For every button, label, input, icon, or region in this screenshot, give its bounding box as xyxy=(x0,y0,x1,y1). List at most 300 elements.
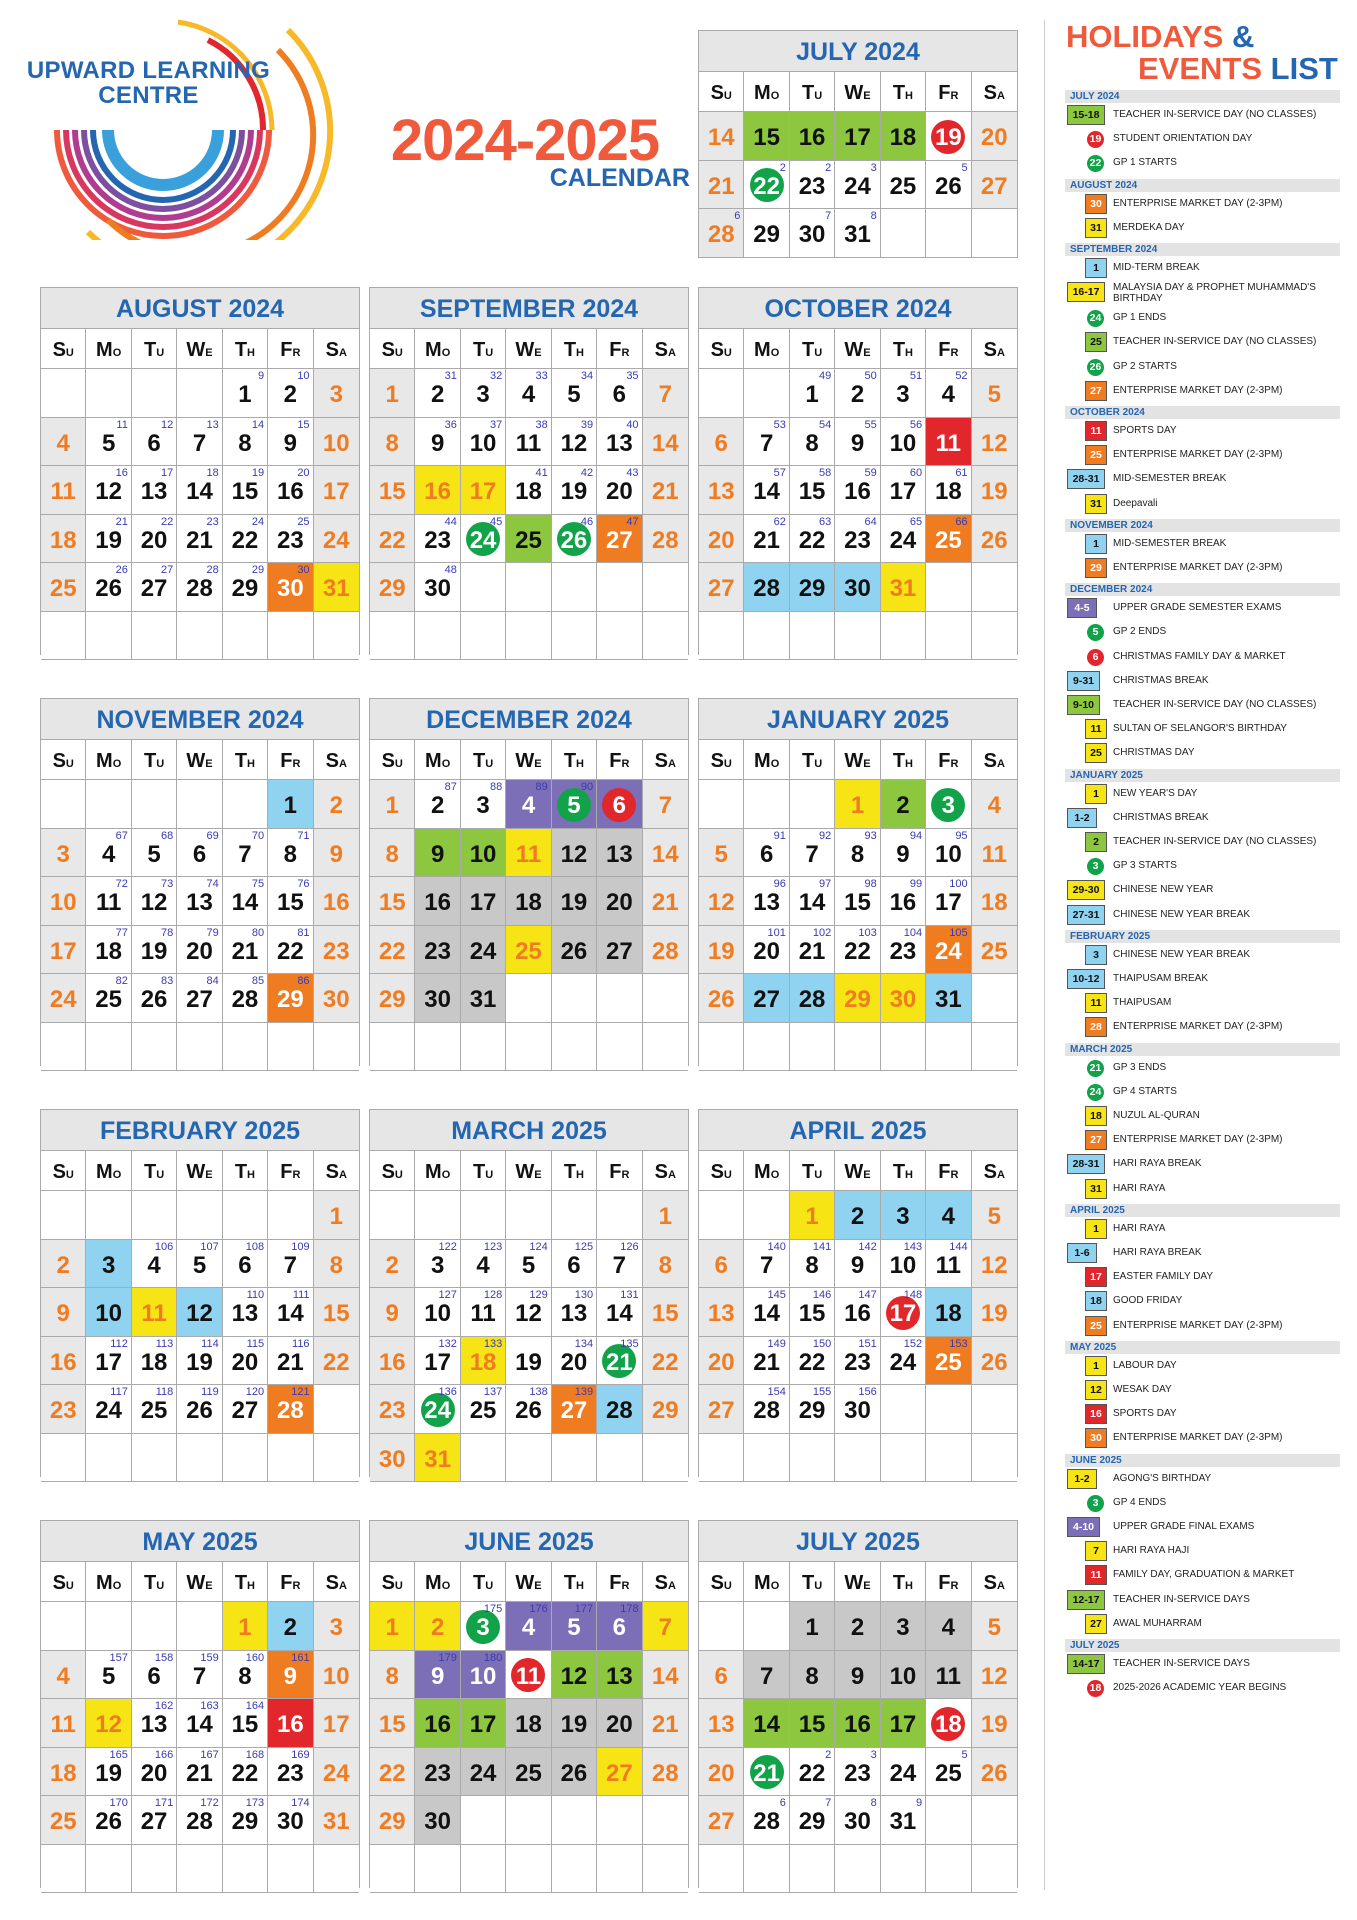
legend-item xyxy=(1065,1129,1350,1151)
empty-cell xyxy=(926,1385,971,1434)
day-cell xyxy=(132,515,177,564)
day-cell xyxy=(926,1191,971,1240)
weekday-header xyxy=(41,329,86,369)
day-number: 23 xyxy=(277,526,304,554)
day-cell xyxy=(86,1796,131,1845)
day-number: 10 xyxy=(889,429,917,457)
legend-text: EASTER FAMILY DAY xyxy=(1113,1271,1214,1283)
weekday-header xyxy=(699,329,744,369)
day-number: 17 xyxy=(322,1711,350,1738)
legend-badge: 27 xyxy=(1085,1614,1107,1634)
day-cell xyxy=(835,974,880,1023)
day-number: 2 xyxy=(850,1203,865,1230)
legend-text: GP 1 STARTS xyxy=(1113,157,1177,169)
day-number: 30 xyxy=(889,986,917,1013)
legend-item xyxy=(1065,1355,1350,1377)
day-number: 23 xyxy=(277,1759,304,1787)
day-cell xyxy=(86,563,131,612)
day-cell xyxy=(461,369,506,418)
day-number: 22 xyxy=(378,937,406,965)
weekday-letter: T xyxy=(892,1161,906,1183)
legend-badge: 30 xyxy=(1085,194,1107,214)
weekday-letter-small: O xyxy=(112,758,122,770)
legend-section-title: JANUARY 2025 xyxy=(1065,769,1340,782)
weekday-letter: S xyxy=(654,1161,668,1183)
empty-cell xyxy=(926,1434,971,1483)
day-number: 28 xyxy=(707,221,735,248)
day-number: 1 xyxy=(329,1203,343,1230)
school-day-count: 153 xyxy=(949,1337,968,1350)
day-number: 18 xyxy=(140,1348,168,1376)
empty-cell xyxy=(744,1845,789,1894)
day-cell xyxy=(790,877,835,926)
legend-badge: 27 xyxy=(1085,1130,1107,1150)
weekday-letter: F xyxy=(609,339,622,361)
weekday-letter: S xyxy=(381,1572,395,1594)
day-cell xyxy=(415,1748,460,1797)
weekday-letter-small: U xyxy=(723,347,732,359)
weekday-header xyxy=(268,329,313,369)
weekday-letter: M xyxy=(425,1161,442,1183)
day-cell xyxy=(268,780,313,829)
weekday-header xyxy=(461,329,506,369)
legend-badge: 1 xyxy=(1085,784,1107,804)
school-day-count: 149 xyxy=(767,1337,786,1350)
weekday-header xyxy=(699,740,744,780)
day-cell xyxy=(790,1191,835,1240)
school-day-count: 56 xyxy=(909,418,923,431)
day-number: 21 xyxy=(651,478,679,505)
day-cell xyxy=(177,974,222,1023)
empty-cell xyxy=(177,1845,222,1894)
day-cell xyxy=(790,1602,835,1651)
legend-badge: 11 xyxy=(1085,421,1107,441)
empty-cell xyxy=(643,1434,688,1483)
school-day-count: 76 xyxy=(297,878,310,890)
school-day-count: 172 xyxy=(200,1797,219,1809)
day-number: 28 xyxy=(753,1397,780,1424)
school-day-count: 53 xyxy=(773,418,786,431)
school-day-count: 175 xyxy=(483,1603,503,1615)
day-number: 21 xyxy=(753,526,780,554)
school-day-count: 167 xyxy=(200,1748,219,1761)
empty-cell xyxy=(699,1602,744,1651)
day-number: 25 xyxy=(935,1348,962,1376)
school-day-count: 140 xyxy=(767,1240,786,1253)
empty-cell xyxy=(881,612,926,661)
day-number: 19 xyxy=(560,478,588,505)
weekday-header xyxy=(177,740,222,780)
day-number: 14 xyxy=(753,478,780,505)
school-day-count: 179 xyxy=(438,1651,457,1664)
day-cell xyxy=(370,466,415,515)
weekday-letter: M xyxy=(96,750,113,772)
weekday-header xyxy=(790,72,835,112)
weekday-letter: M xyxy=(96,339,113,361)
weekday-header xyxy=(744,72,789,112)
school-day-count: 8 xyxy=(870,1797,877,1809)
school-day-count: 93 xyxy=(864,829,877,842)
day-cell xyxy=(314,1337,359,1386)
legend-section-title: OCTOBER 2024 xyxy=(1065,406,1340,419)
legend-badge: 30 xyxy=(1085,1428,1107,1448)
day-cell xyxy=(41,1337,86,1386)
day-cell xyxy=(177,418,222,467)
day-number: 8 xyxy=(385,429,399,457)
school-day-count: 62 xyxy=(773,515,786,528)
legend-text: ENTERPRISE MARKET DAY (2-3PM) xyxy=(1113,1021,1283,1033)
day-number: 18 xyxy=(49,1759,77,1787)
weekday-header xyxy=(314,1562,359,1602)
day-cell xyxy=(835,112,880,161)
day-number: 12 xyxy=(560,1662,588,1690)
legend-item xyxy=(1065,718,1350,740)
day-cell xyxy=(643,829,688,878)
day-number: 5 xyxy=(101,1662,116,1690)
weekday-header xyxy=(699,1151,744,1191)
day-number: 14 xyxy=(231,889,259,916)
legend-section-title: APRIL 2025 xyxy=(1065,1204,1340,1217)
day-number: 25 xyxy=(889,172,917,200)
weekday-letter: T xyxy=(801,82,815,104)
day-number: 25 xyxy=(515,937,542,965)
day-number: 15 xyxy=(844,889,871,916)
empty-cell xyxy=(699,612,744,661)
weekday-letter: F xyxy=(938,750,951,772)
weekday-letter-small: A xyxy=(338,1580,347,1592)
weekday-letter: S xyxy=(710,1161,724,1183)
day-cell xyxy=(223,1796,268,1845)
day-cell xyxy=(223,466,268,515)
day-cell xyxy=(461,1748,506,1797)
day-number: 24 xyxy=(844,172,871,200)
empty-cell xyxy=(790,1845,835,1894)
day-cell xyxy=(415,515,460,564)
day-cell xyxy=(177,1748,222,1797)
day-cell xyxy=(132,563,177,612)
day-number: 1 xyxy=(238,1614,252,1641)
day-number: 5 xyxy=(192,1251,207,1279)
day-cell xyxy=(744,1288,789,1337)
day-number: 14 xyxy=(651,840,679,868)
brand-logo xyxy=(8,10,338,240)
day-number: 9 xyxy=(283,1662,298,1690)
day-number: 13 xyxy=(186,889,213,916)
day-cell xyxy=(177,1699,222,1748)
day-number: 11 xyxy=(515,1662,542,1690)
day-number: 30 xyxy=(378,1445,406,1473)
day-number: 6 xyxy=(714,1251,728,1279)
empty-cell xyxy=(506,974,551,1023)
day-number: 18 xyxy=(515,889,542,916)
legend-item xyxy=(1065,1613,1350,1635)
day-number: 15 xyxy=(753,124,780,151)
weekday-header xyxy=(132,1151,177,1191)
weekday-header xyxy=(415,1151,460,1191)
school-day-count: 88 xyxy=(490,781,503,793)
day-cell xyxy=(926,1337,971,1386)
day-number: 4 xyxy=(941,1203,956,1230)
day-number: 14 xyxy=(753,1711,780,1738)
weekday-header xyxy=(370,1562,415,1602)
school-day-count: 110 xyxy=(246,1289,265,1301)
empty-cell xyxy=(881,1023,926,1072)
school-day-count: 103 xyxy=(858,926,877,939)
weekday-letter: T xyxy=(472,750,486,772)
weekday-letter-small: E xyxy=(863,1580,871,1592)
day-cell xyxy=(132,1796,177,1845)
legend-badge: 2 xyxy=(1085,832,1107,852)
legend-badge: 9-31 xyxy=(1067,671,1100,691)
weekday-letter-small: R xyxy=(621,1169,630,1181)
school-day-count: 116 xyxy=(292,1337,310,1350)
school-day-count: 142 xyxy=(858,1240,877,1253)
day-cell xyxy=(790,926,835,975)
weekday-header xyxy=(926,329,971,369)
day-number: 1 xyxy=(850,792,865,819)
weekday-letter-small: R xyxy=(292,1580,301,1592)
empty-cell xyxy=(552,1023,597,1072)
day-number: 22 xyxy=(322,1348,350,1376)
day-number: 6 xyxy=(714,429,728,457)
empty-cell xyxy=(643,974,688,1023)
day-number: 20 xyxy=(606,889,633,916)
school-day-count: 174 xyxy=(291,1797,310,1809)
legend-section-title: AUGUST 2024 xyxy=(1065,179,1340,192)
day-number: 5 xyxy=(101,429,116,457)
weekday-letter: S xyxy=(52,339,66,361)
day-number: 26 xyxy=(186,1397,213,1424)
day-cell xyxy=(415,974,460,1023)
school-day-count: 107 xyxy=(200,1240,219,1253)
day-cell xyxy=(744,466,789,515)
day-number: 16 xyxy=(424,889,451,916)
day-number: 28 xyxy=(186,1808,213,1835)
day-number: 2 xyxy=(329,792,343,819)
day-number: 15 xyxy=(798,478,826,505)
day-cell xyxy=(744,974,789,1023)
day-cell xyxy=(790,974,835,1023)
day-cell xyxy=(132,1337,177,1386)
empty-cell xyxy=(926,1845,971,1894)
day-cell xyxy=(926,161,971,210)
day-number: 13 xyxy=(707,1300,735,1327)
weekday-letter-small: H xyxy=(576,347,584,359)
legend-item xyxy=(1065,1242,1350,1264)
school-day-count: 32 xyxy=(490,370,503,382)
day-cell xyxy=(268,877,313,926)
legend-badge: 11 xyxy=(1085,1565,1107,1585)
day-number: 21 xyxy=(651,1711,679,1738)
day-number: 22 xyxy=(798,1348,826,1376)
legend-text: ENTERPRISE MARKET DAY (2-3PM) xyxy=(1113,562,1283,573)
day-number: 22 xyxy=(798,526,826,554)
day-number: 3 xyxy=(941,792,956,819)
weekday-letter-small: O xyxy=(441,347,451,359)
day-cell xyxy=(132,974,177,1023)
school-day-count: 163 xyxy=(200,1700,219,1712)
day-number: 12 xyxy=(515,1300,542,1327)
day-cell xyxy=(132,1240,177,1289)
legend-badge: 25 xyxy=(1085,1316,1107,1336)
day-number: 9 xyxy=(385,1300,399,1327)
day-number: 5 xyxy=(567,792,581,819)
day-number: 28 xyxy=(231,986,259,1013)
weekday-letter-small: A xyxy=(667,1169,676,1181)
legend-section-title: NOVEMBER 2024 xyxy=(1065,519,1340,532)
day-cell xyxy=(744,161,789,210)
day-cell xyxy=(643,1385,688,1434)
day-number: 5 xyxy=(714,840,728,868)
school-day-count: 41 xyxy=(535,467,548,479)
school-day-count: 180 xyxy=(483,1651,503,1664)
empty-cell xyxy=(597,974,642,1023)
day-cell xyxy=(41,1240,86,1289)
day-cell xyxy=(415,563,460,612)
school-day-count: 178 xyxy=(620,1603,639,1615)
day-cell xyxy=(370,1434,415,1483)
month-calendar xyxy=(40,698,360,1066)
day-number: 28 xyxy=(651,937,679,965)
weekday-letter-small: H xyxy=(905,1580,913,1592)
school-day-count: 133 xyxy=(483,1337,503,1350)
legend-text: HARI RAYA HAJI xyxy=(1113,1545,1190,1557)
day-cell xyxy=(744,112,789,161)
weekday-letter-small: U xyxy=(485,1580,494,1592)
legend-text: WESAK DAY xyxy=(1113,1384,1172,1395)
weekday-header xyxy=(597,329,642,369)
day-cell xyxy=(268,515,313,564)
day-number: 4 xyxy=(521,381,536,408)
day-cell xyxy=(790,1385,835,1434)
day-cell xyxy=(268,974,313,1023)
day-number: 24 xyxy=(424,1397,451,1424)
legend-text: TEACHER IN-SERVICE DAYS xyxy=(1113,1658,1250,1669)
day-cell xyxy=(415,1602,460,1651)
day-cell xyxy=(699,926,744,975)
month-title: JULY 2024 xyxy=(699,31,1017,72)
empty-cell xyxy=(790,1434,835,1483)
day-cell xyxy=(223,974,268,1023)
day-number: 21 xyxy=(651,889,679,916)
school-day-count: 64 xyxy=(864,515,877,528)
day-cell xyxy=(926,515,971,564)
legend-badge: 16-17 xyxy=(1067,282,1105,302)
weekday-letter-small: O xyxy=(441,758,451,770)
day-cell xyxy=(506,780,551,829)
legend-badge: 1 xyxy=(1085,534,1107,554)
day-number: 20 xyxy=(606,478,633,505)
day-cell xyxy=(881,112,926,161)
empty-cell xyxy=(699,1191,744,1240)
empty-cell xyxy=(86,369,131,418)
legend-text: ENTERPRISE MARKET DAY (2-3PM) xyxy=(1113,384,1283,396)
legend-item xyxy=(1065,493,1350,515)
weekday-header xyxy=(881,329,926,369)
day-cell xyxy=(268,1337,313,1386)
day-number: 9 xyxy=(850,1251,865,1279)
school-day-count: 130 xyxy=(574,1289,594,1301)
weekday-header xyxy=(972,1562,1017,1602)
day-cell xyxy=(132,1288,177,1337)
weekday-letter: M xyxy=(754,1161,771,1183)
legend-item xyxy=(1065,1016,1350,1038)
day-cell xyxy=(370,926,415,975)
day-number: 8 xyxy=(238,429,252,457)
day-cell xyxy=(926,369,971,418)
empty-cell xyxy=(972,209,1017,258)
day-cell xyxy=(790,1651,835,1700)
day-cell xyxy=(506,1240,551,1289)
school-day-count: 77 xyxy=(115,926,128,939)
day-number: 18 xyxy=(515,478,542,505)
day-cell xyxy=(699,1337,744,1386)
school-day-count: 90 xyxy=(580,781,594,793)
school-day-count: 73 xyxy=(161,878,174,890)
weekday-letter: T xyxy=(234,1572,248,1594)
weekday-header xyxy=(314,740,359,780)
day-cell xyxy=(972,112,1017,161)
day-number: 26 xyxy=(980,1348,1008,1376)
school-day-count: 168 xyxy=(245,1748,265,1761)
day-cell xyxy=(972,161,1017,210)
calendar-subtitle: CALENDAR xyxy=(549,164,690,192)
weekday-letter-small: O xyxy=(112,347,122,359)
school-day-count: 157 xyxy=(109,1651,128,1664)
weekday-letter: T xyxy=(143,339,157,361)
day-number: 31 xyxy=(322,1808,350,1835)
day-number: 10 xyxy=(424,1300,451,1327)
day-cell xyxy=(926,1602,971,1651)
day-number: 22 xyxy=(231,526,259,554)
school-day-count: 152 xyxy=(903,1337,923,1350)
day-number: 13 xyxy=(753,889,780,916)
legend-text: Deepavali xyxy=(1113,497,1158,509)
day-cell xyxy=(415,1651,460,1700)
weekday-letter-small: R xyxy=(292,758,301,770)
weekday-letter: M xyxy=(754,1572,771,1594)
day-cell xyxy=(177,877,222,926)
empty-cell xyxy=(41,1023,86,1072)
weekday-header xyxy=(461,1151,506,1191)
day-cell xyxy=(972,1651,1017,1700)
weekday-letter: T xyxy=(892,1572,906,1594)
day-cell xyxy=(790,1240,835,1289)
day-cell xyxy=(552,515,597,564)
day-number: 15 xyxy=(231,478,259,505)
day-cell xyxy=(972,1240,1017,1289)
month-calendar xyxy=(369,1109,689,1477)
weekday-letter: T xyxy=(801,1572,815,1594)
legend-item xyxy=(1065,670,1350,692)
day-cell xyxy=(699,1796,744,1845)
day-number: 6 xyxy=(759,840,774,868)
day-cell xyxy=(132,1385,177,1434)
day-number: 16 xyxy=(424,1711,451,1738)
month-title: NOVEMBER 2024 xyxy=(41,699,359,740)
day-number: 20 xyxy=(186,937,213,965)
weekday-header xyxy=(835,740,880,780)
weekday-header xyxy=(223,1562,268,1602)
school-day-count: 27 xyxy=(161,564,174,576)
legend-item xyxy=(1065,1564,1350,1586)
legend-text: ENTERPRISE MARKET DAY (2-3PM) xyxy=(1113,1319,1283,1331)
weekday-letter-small: U xyxy=(485,1169,494,1181)
day-cell xyxy=(177,466,222,515)
weekday-letter: T xyxy=(472,339,486,361)
weekday-letter: T xyxy=(143,750,157,772)
day-cell xyxy=(744,515,789,564)
